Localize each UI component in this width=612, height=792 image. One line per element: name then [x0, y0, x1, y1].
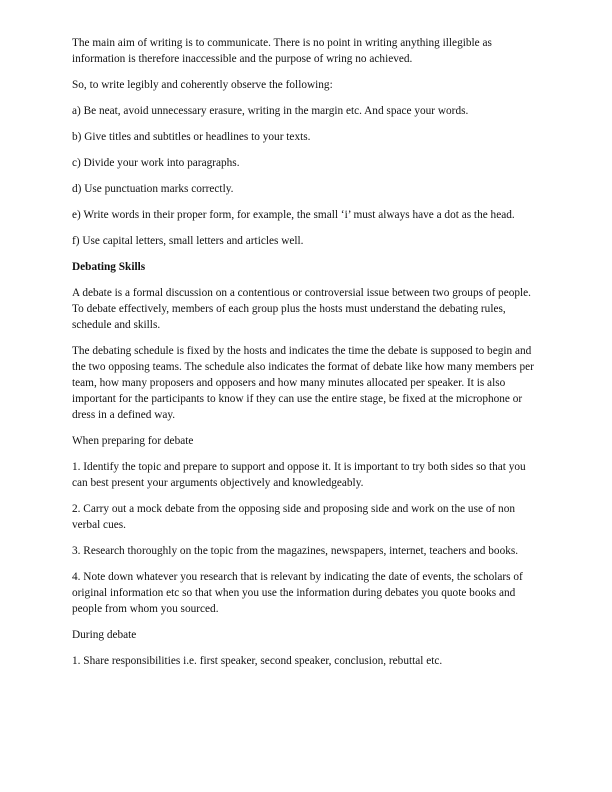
list-item-note-down: 4. Note down whatever you research that is relevant by indicating the date of events, the scholars of original information etc so that when you use the information during debates you quote books and people from whom you sourced. — [72, 571, 523, 615]
list-item-share-responsibilities: 1. Share responsibilities i.e. first speaker, second speaker, conclusion, rebuttal etc. — [72, 655, 443, 667]
subheading-during-debate: During debate — [72, 629, 137, 641]
section-heading-debating-skills: Debating Skills — [72, 261, 146, 273]
list-item-neatness: a) Be neat, avoid unnecessary erasure, writing in the margin etc. And space your words. — [72, 105, 469, 117]
paragraph-writing-aim: The main aim of writing is to communicate. There is no point in writing anything illegible as information is therefore inaccessible and the purpose of wring no achieved. — [72, 37, 492, 65]
document-body — [72, 35, 544, 679]
list-item-word-form: e) Write words in their proper form, for example, the small ‘i’ must always have a dot as the head. — [72, 209, 515, 221]
list-item-paragraphs: c) Divide your work into paragraphs. — [72, 157, 240, 169]
list-item-mock-debate: 2. Carry out a mock debate from the opposing side and proposing side and work on the use of non verbal cues. — [72, 503, 515, 531]
paragraph-debate-schedule: The debating schedule is fixed by the hosts and indicates the time the debate is supposed to begin and the two opposing teams. The schedule also indicates the format of debate like how many members per team, how many proposers and opposers and how many minutes allocated per speaker. It is also important for the participants to know if they can use the entire stage, be fixed at the microphone or dress in a defined way. — [72, 345, 534, 421]
list-item-titles: b) Give titles and subtitles or headlines to your texts. — [72, 131, 311, 143]
subheading-preparing: When preparing for debate — [72, 435, 194, 447]
list-item-punctuation: d) Use punctuation marks correctly. — [72, 183, 234, 195]
paragraph-legibility-intro: So, to write legibly and coherently observe the following: — [72, 79, 333, 91]
paragraph-debate-definition: A debate is a formal discussion on a contentious or controversial issue between two groups of people. To debate effectively, members of each group plus the hosts must understand the debating rules, schedule and skills. — [72, 287, 531, 331]
list-item-identify-topic: 1. Identify the topic and prepare to support and oppose it. It is important to try both sides so that you can best present your arguments objectively and knowledgeably. — [72, 461, 526, 489]
list-item-research: 3. Research thoroughly on the topic from the magazines, newspapers, internet, teachers and books. — [72, 545, 519, 557]
list-item-capital-letters: f) Use capital letters, small letters and articles well. — [72, 235, 304, 247]
